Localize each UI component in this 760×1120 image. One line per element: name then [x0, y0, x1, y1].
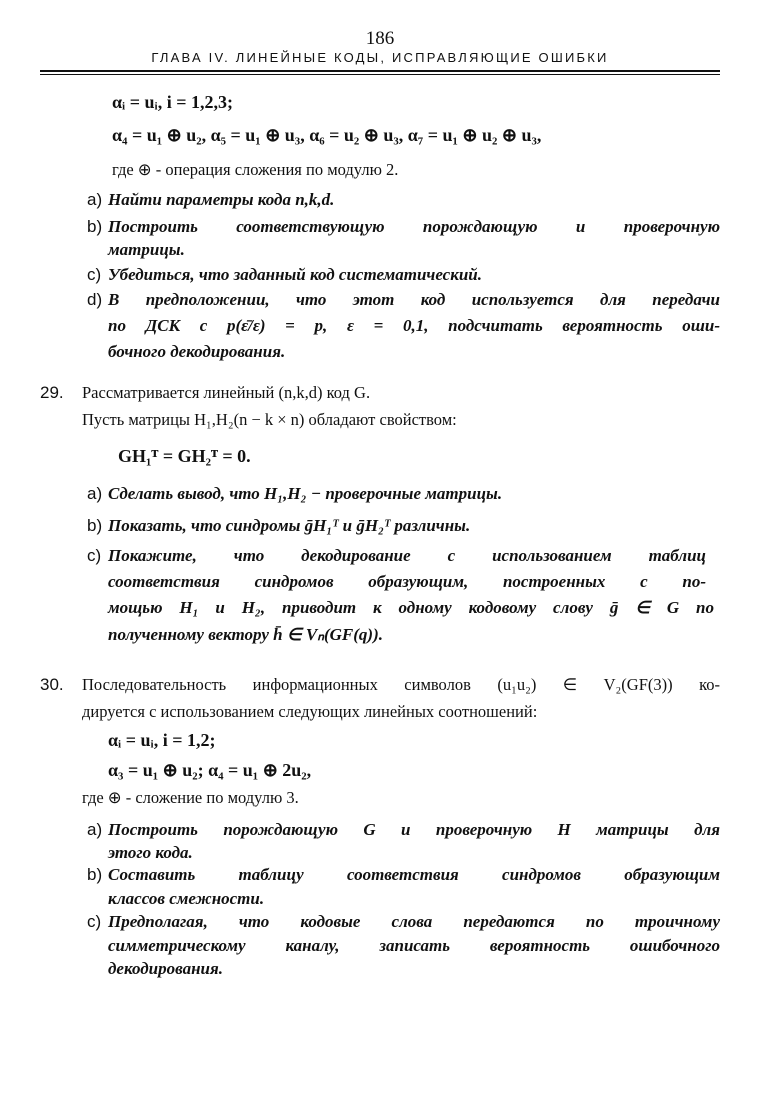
- item-text: Найти параметры кода n,k,d.: [108, 190, 335, 209]
- item-text: В предположении, что этот код используется для передачи: [108, 290, 720, 309]
- item-text: соответствия синдромов образующим, построенных с по-: [108, 572, 706, 591]
- item-letter: b): [87, 217, 103, 236]
- item-text: симметрическому каналу, записать вероятность ошибочного: [108, 936, 720, 955]
- item-text: матрицы.: [108, 240, 185, 259]
- formula-line: α₄ = u₁ ⊕ u₂, α₅ = u₁ ⊕ u₃, α₆ = u₂ ⊕ u₃, α₇ = u₁ ⊕ u₂ ⊕ u₃,: [112, 125, 542, 145]
- item-text: Построить соответствующую порождающую и проверочную: [108, 217, 720, 236]
- formula-line: αᵢ = uᵢ, i = 1,2,3;: [112, 92, 233, 112]
- formula-line: GH₁ᵀ = GH₂ᵀ = 0.: [118, 446, 251, 466]
- problem-number: 29.: [40, 383, 64, 402]
- running-head: ГЛАВА IV. ЛИНЕЙНЫЕ КОДЫ, ИСПРАВЛЯЮЩИЕ ОШИБКИ: [151, 50, 609, 65]
- item-text: Сделать вывод, что H₁,H₂ − проверочные матрицы.: [108, 484, 503, 503]
- item-letter: b): [87, 516, 103, 535]
- item-text: полученному вектору h̄ ∈ Vₙ(GF(q)).: [108, 625, 383, 644]
- problem-number: 30.: [40, 675, 64, 694]
- item-letter: d): [87, 290, 103, 309]
- note-text: где ⊕ - сложение по модулю 3.: [82, 788, 299, 807]
- item-text: этого кода.: [108, 843, 193, 862]
- item-text: Построить порождающую G и проверочную H матрицы для: [108, 820, 720, 839]
- item-letter: b): [87, 865, 103, 884]
- item-letter: c): [87, 265, 102, 284]
- item-text: Убедиться, что заданный код систематический.: [108, 265, 482, 284]
- item-text: по ДСК с p(ε̄/ε) = p, ε = 0,1, подсчитать вероятность оши-: [108, 316, 720, 335]
- item-text: мощью H₁ и H₂, приводит к одному кодовому слову ḡ ∈ G по: [108, 598, 714, 617]
- item-text: Показать, что синдромы ḡH₁ᵀ и ḡH₂ᵀ различны.: [108, 516, 471, 535]
- item-letter: a): [87, 484, 103, 503]
- item-text: Составить таблицу соответствия синдромов образующим: [108, 865, 720, 884]
- note-text: где ⊕ - операция сложения по модулю 2.: [112, 160, 399, 179]
- item-letter: a): [87, 190, 103, 209]
- header-rule-thin: [40, 74, 720, 75]
- item-text: Предполагая, что кодовые слова передаются по троичному: [108, 912, 720, 931]
- item-letter: a): [87, 820, 103, 839]
- problem-text: дируется с использованием следующих линейных соотношений:: [82, 702, 538, 721]
- item-text: классов смежности.: [108, 889, 265, 908]
- page-number: 186: [365, 28, 395, 49]
- formula-line: α₃ = u₁ ⊕ u₂; α₄ = u₁ ⊕ 2u₂,: [108, 760, 312, 780]
- item-letter: c): [87, 912, 102, 931]
- item-letter: c): [87, 546, 102, 565]
- header-rule: [40, 70, 720, 72]
- problem-text: Рассматривается линейный (n,k,d) код G.: [82, 383, 371, 402]
- item-text: декодирования.: [108, 959, 223, 978]
- formula-line: αᵢ = uᵢ, i = 1,2;: [108, 730, 216, 750]
- problem-text: Пусть матрицы H₁,H₂(n − k × n) обладают свойством:: [82, 410, 457, 429]
- item-text: бочного декодирования.: [108, 342, 286, 361]
- item-text: Покажите, что декодирование с использованием таблиц: [108, 546, 706, 565]
- problem-text: Последовательность информационных символов (u₁u₂) ∈ V₂(GF(3)) ко-: [82, 675, 720, 694]
